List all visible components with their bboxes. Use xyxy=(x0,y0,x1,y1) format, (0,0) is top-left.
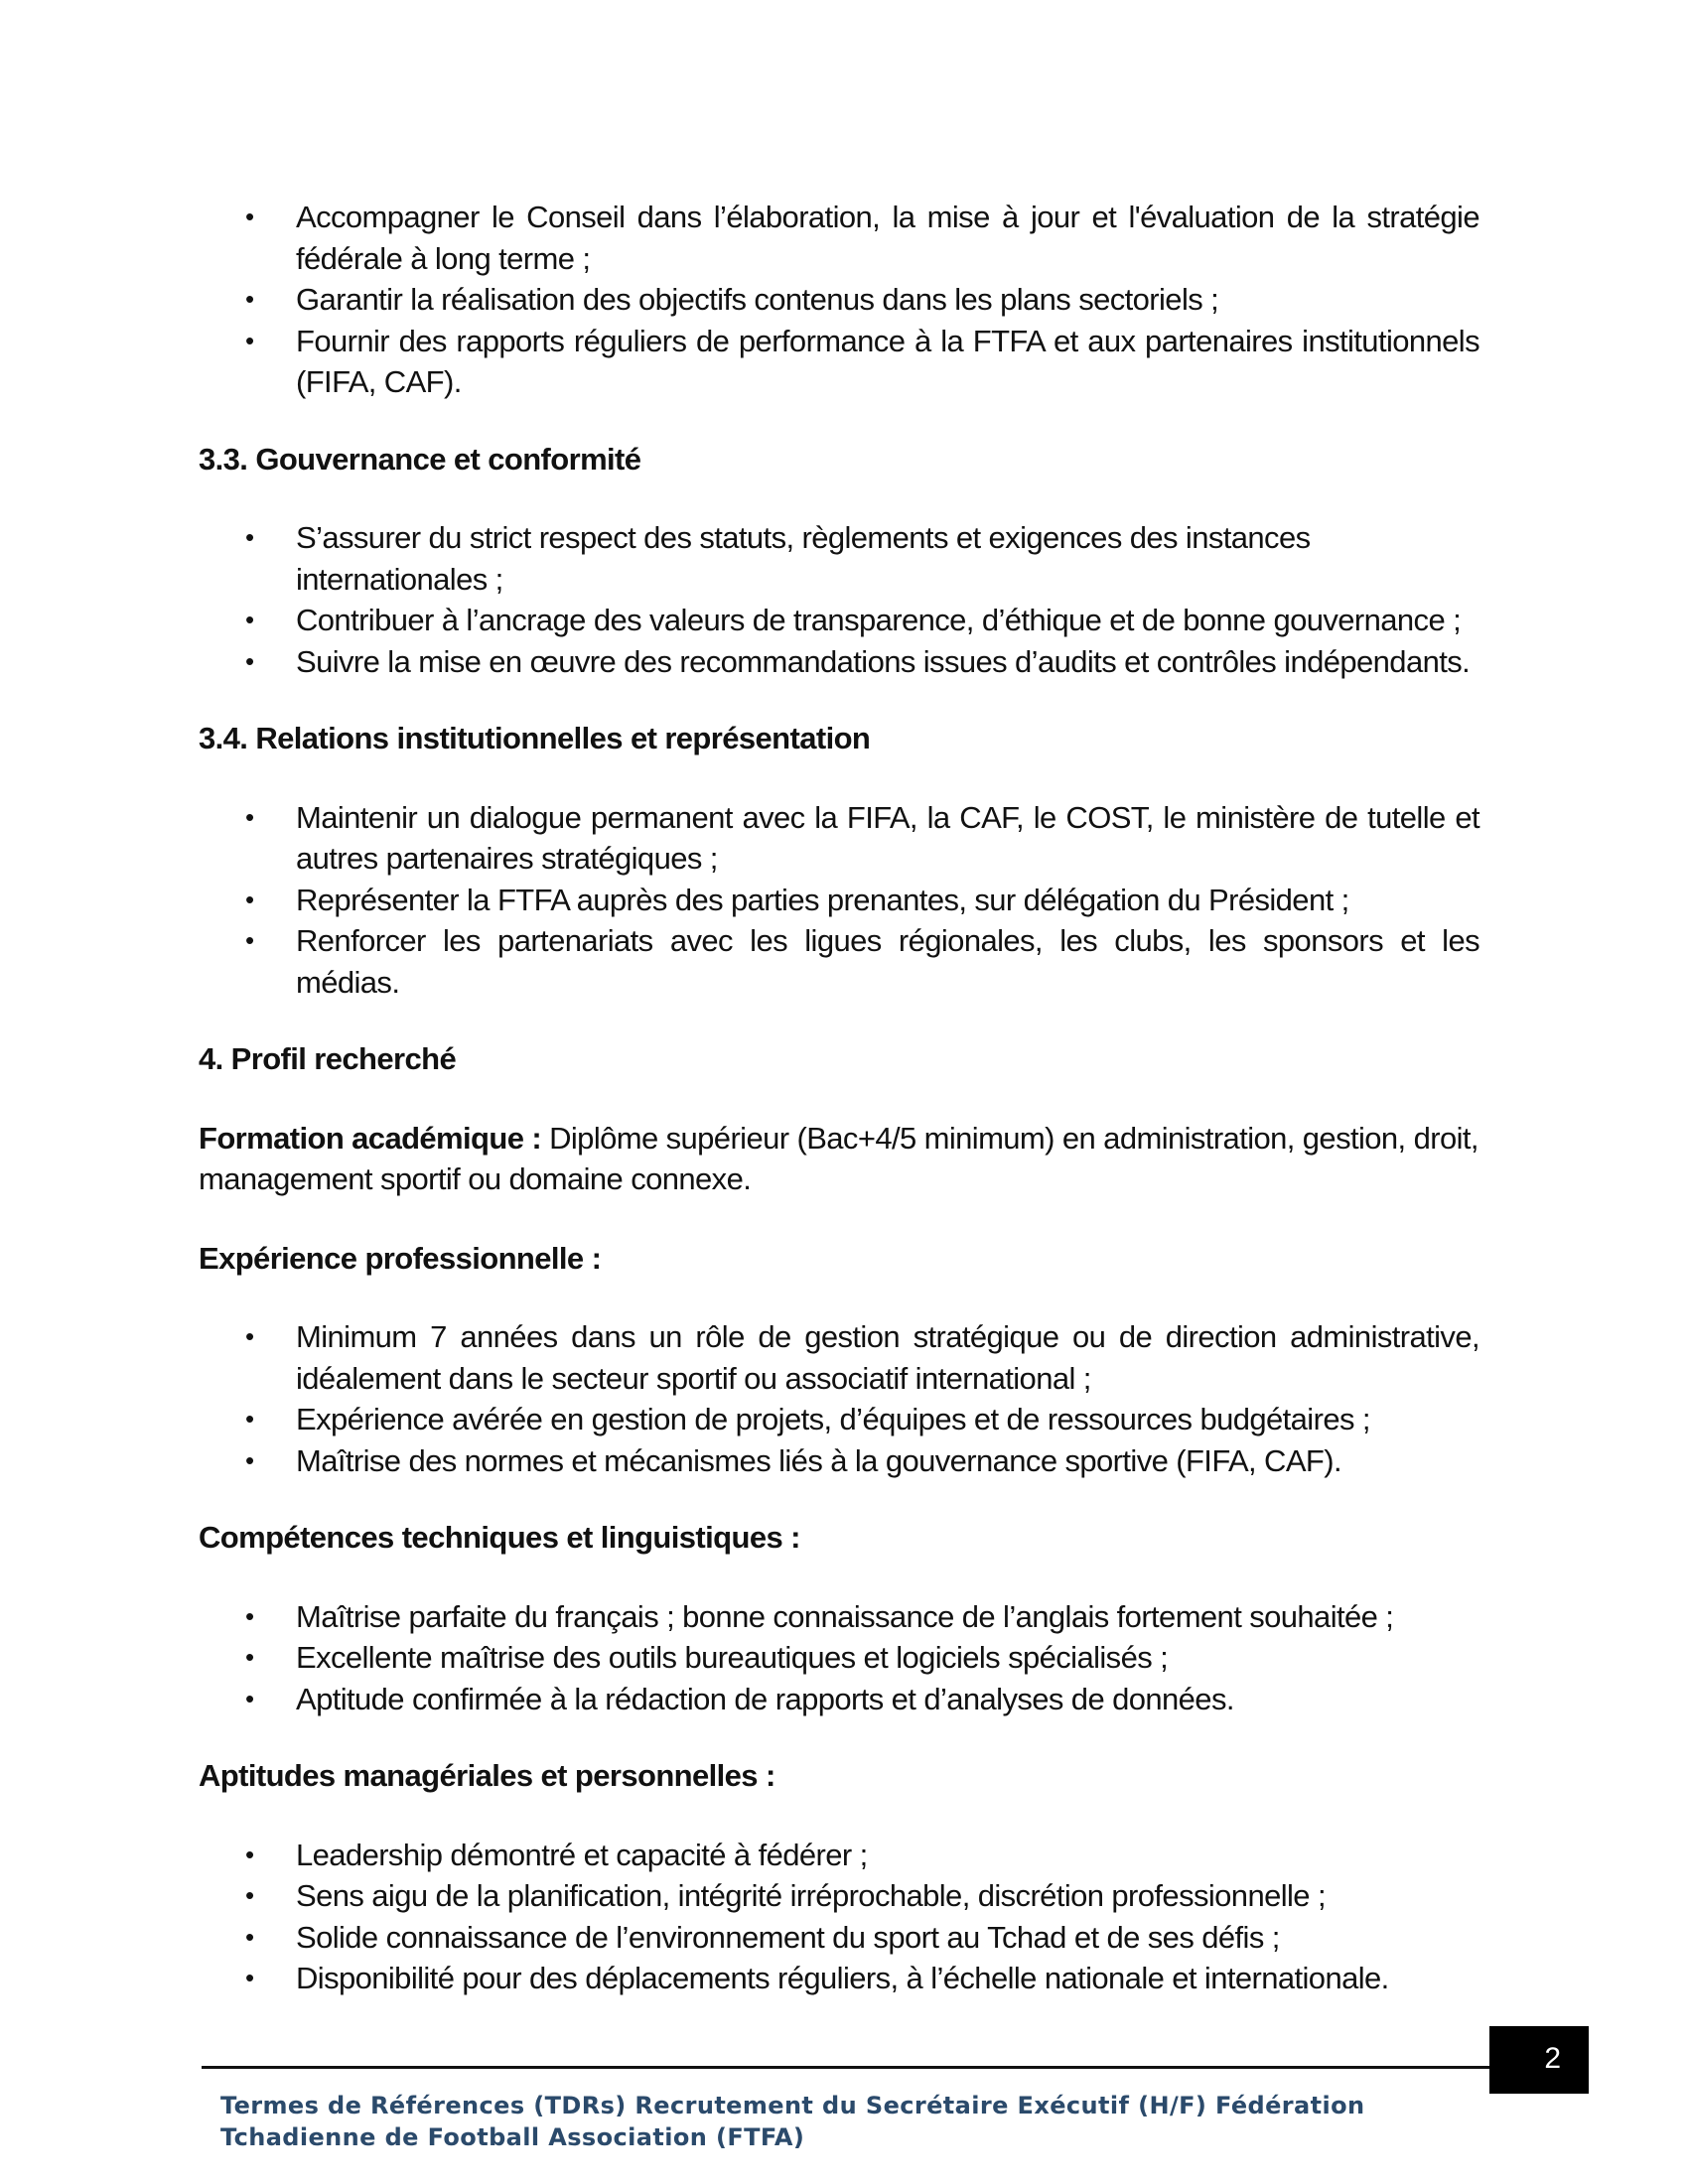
section-heading-3-4: 3.4. Relations institutionnelles et représentation xyxy=(199,721,871,755)
list-item: • Solide connaissance de l’environnement du sport au Tchad et de ses défis ; xyxy=(296,1917,1479,1959)
experience-heading: Expérience professionnelle : xyxy=(199,1240,602,1276)
page-number: 2 xyxy=(1544,2042,1561,2075)
formation-paragraph xyxy=(199,1118,1479,1200)
list-item: • Renforcer les partenariats avec les ligues régionales, les clubs, les sponsors et les médias. xyxy=(296,920,1479,1003)
formation-text: Diplôme supérieur (Bac+4/5 minimum) en administration, gestion, droit, management sportif ou domaine connexe. xyxy=(199,1120,1478,1196)
document-body xyxy=(199,197,1479,1999)
list-item: • Suivre la mise en œuvre des recommandations issues d’audits et contrôles indépendants. xyxy=(296,641,1479,683)
list-item: • S’assurer du strict respect des statuts, règlements et exigences des instances internationales ; xyxy=(296,517,1479,600)
list-item: • Expérience avérée en gestion de projets, d’équipes et de ressources budgétaires ; xyxy=(296,1399,1479,1440)
list-item: • Fournir des rapports réguliers de performance à la FTFA et aux partenaires institutionnels (FIFA, CAF). xyxy=(296,321,1479,403)
list-item: • Maîtrise parfaite du français ; bonne connaissance de l’anglais fortement souhaitée ; xyxy=(296,1596,1479,1638)
list-item: • Maintenir un dialogue permanent avec la FIFA, la CAF, le COST, le ministère de tutelle et autres partenaires stratégiques ; xyxy=(296,797,1479,880)
list-item: • Garantir la réalisation des objectifs contenus dans les plans sectoriels ; xyxy=(296,279,1479,321)
section-heading-4: 4. Profil recherché xyxy=(199,1041,457,1076)
list-item: • Maîtrise des normes et mécanismes liés à la gouvernance sportive (FIFA, CAF). xyxy=(296,1440,1479,1482)
list-item: • Leadership démontré et capacité à fédérer ; xyxy=(296,1835,1479,1876)
aptitudes-heading: Aptitudes managériales et personnelles : xyxy=(199,1758,775,1793)
competences-list xyxy=(199,1596,1479,1720)
list-item: • Disponibilité pour des déplacements réguliers, à l’échelle nationale et internationale. xyxy=(296,1958,1479,1999)
governance-list xyxy=(199,517,1479,682)
section-heading-3-3: 3.3. Gouvernance et conformité xyxy=(199,441,641,477)
experience-list xyxy=(199,1316,1479,1481)
footer-rule xyxy=(202,2066,1489,2069)
relations-list xyxy=(199,797,1479,1004)
list-item: • Excellente maîtrise des outils bureautiques et logiciels spécialisés ; xyxy=(296,1637,1479,1679)
list-item: • Contribuer à l’ancrage des valeurs de transparence, d’éthique et de bonne gouvernance ; xyxy=(296,600,1479,641)
list-item: • Représenter la FTFA auprès des parties prenantes, sur délégation du Président ; xyxy=(296,880,1479,921)
competences-heading: Compétences techniques et linguistiques : xyxy=(199,1520,800,1555)
list-item: • Sens aigu de la planification, intégrité irréprochable, discrétion professionnelle ; xyxy=(296,1875,1479,1917)
intro-list xyxy=(199,197,1479,403)
list-item: • Accompagner le Conseil dans l’élaboration, la mise à jour et l'évaluation de la stratégie fédérale à long terme ; xyxy=(296,197,1479,279)
page-number-box xyxy=(1489,2026,1589,2094)
footer-text: Termes de Références (TDRs) Recrutement du Secrétaire Exécutif (H/F) Fédération Tchadienne de Football Association (FTFA) xyxy=(220,2092,1365,2151)
list-item: • Aptitude confirmée à la rédaction de rapports et d’analyses de données. xyxy=(296,1679,1479,1720)
list-item: • Minimum 7 années dans un rôle de gestion stratégique ou de direction administrative, idéalement dans le secteur sportif ou associatif international ; xyxy=(296,1316,1479,1399)
formation-label: Formation académique : xyxy=(199,1120,542,1156)
aptitudes-list xyxy=(199,1835,1479,1999)
